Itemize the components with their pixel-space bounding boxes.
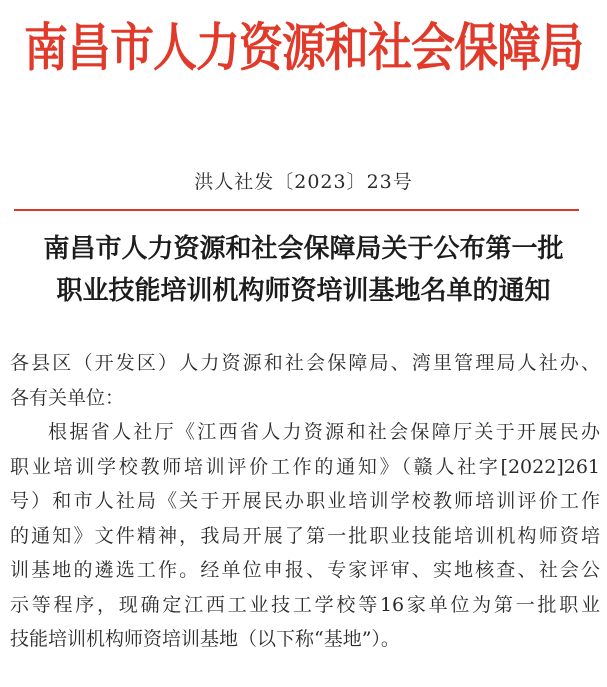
title-line-2: 职业技能培训机构师资培训基地名单的通知: [56, 276, 551, 306]
body-line-1: 各县区（开发区）人力资源和社会保障局、湾里管理局人社办、: [10, 352, 600, 374]
body-line-7: 训基地的遴选工作。经单位申报、专家评审、实地核查、社会公: [10, 559, 600, 581]
body-line-5: 号）和市人社局《关于开展民办职业培训学校教师培训评价工作: [10, 490, 600, 512]
body-line-9: 技能培训机构师资培训基地（以下称“基地”）。: [10, 628, 400, 650]
body-line-3: 根据省人社厅《江西省人力资源和社会保障厅关于开展民办: [48, 421, 600, 443]
body-line-2: 各有关单位：: [10, 386, 125, 409]
body-line-4: 职业培训学校教师培训评价工作的通知》（赣人社字[2022]261: [10, 455, 600, 478]
title-line-1: 南昌市人力资源和社会保障局关于公布第一批: [43, 234, 564, 264]
document-number: 洪人社发〔2023〕23号: [194, 171, 413, 193]
issuing-organization-header: 南昌市人力资源和社会保障局: [24, 18, 583, 79]
body-line-6: 的通知》文件精神，我局开展了第一批职业技能培训机构师资培: [10, 524, 600, 547]
red-divider-line: [14, 209, 579, 211]
document-title: [0, 228, 607, 312]
document-body: [10, 346, 600, 657]
body-line-8: 示等程序，现确定江西工业技工学校等16家单位为第一批职业: [10, 593, 600, 616]
